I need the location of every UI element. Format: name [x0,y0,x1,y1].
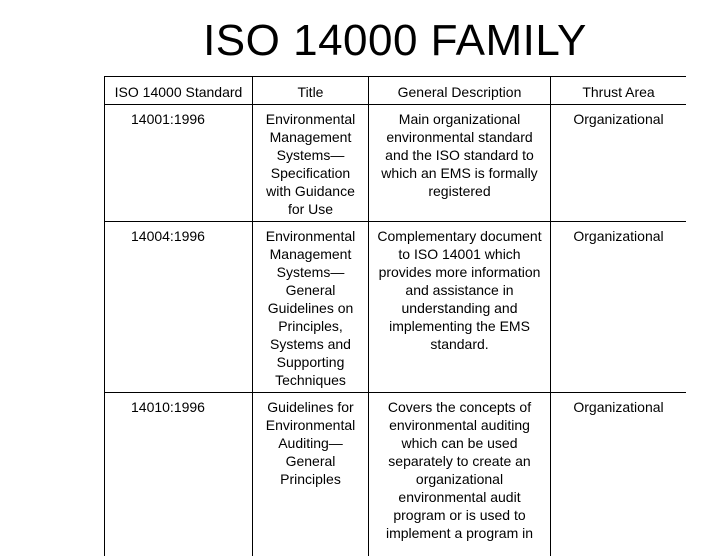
cell-thrust-area: Organizational [551,105,687,222]
slide-title: ISO 14000 FAMILY [0,14,720,68]
table-row [105,393,687,556]
table-row [105,105,687,222]
header-title: Title [253,77,369,105]
cell-standard: 14001:1996 [105,105,253,222]
iso-table-container [104,76,686,556]
table-header-row [105,77,687,105]
cell-thrust-area: Organizational [551,393,687,556]
header-description: General Description [369,77,551,105]
iso-standards-table [104,76,686,556]
header-standard: ISO 14000 Standard [105,77,253,105]
header-thrust-area: Thrust Area [551,77,687,105]
cell-title: Guidelines for Environmental Auditing—General Principles [253,393,369,556]
cell-title: Environmental Management Systems—Specification with Guidance for Use [253,105,369,222]
cell-description: Main organizational environmental standard and the ISO standard to which an EMS is formally registered [369,105,551,222]
cell-title: Environmental Management Systems—General Guidelines on Principles, Systems and Supporting Techniques [253,222,369,393]
cell-standard: 14010:1996 [105,393,253,556]
cell-description: Complementary document to ISO 14001 which provides more information and assistance in understanding and implementing the EMS standard. [369,222,551,393]
table-row [105,222,687,393]
cell-thrust-area: Organizational [551,222,687,393]
cell-standard: 14004:1996 [105,222,253,393]
cell-description: Covers the concepts of environmental auditing which can be used separately to create an organizational environmental audit program or is used to implement a program in [369,393,551,556]
